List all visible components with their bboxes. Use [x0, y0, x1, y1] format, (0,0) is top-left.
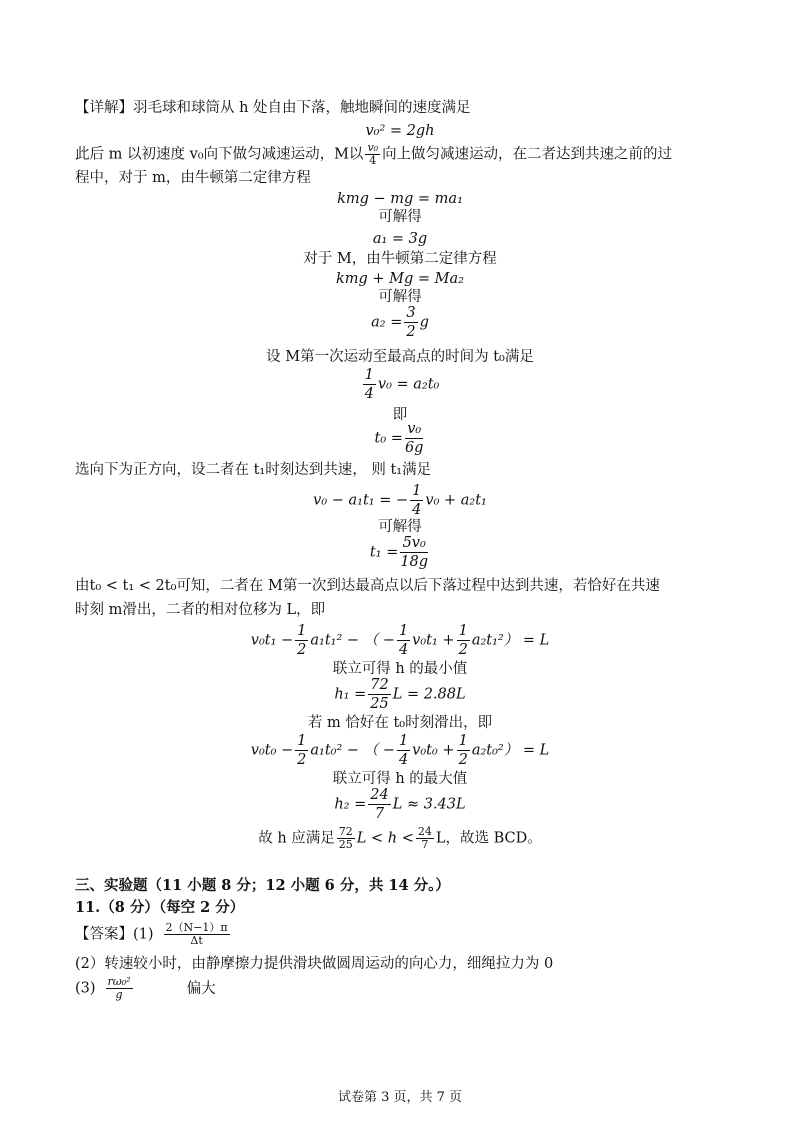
fraction-denominator: 25 [338, 838, 353, 851]
text-line: 联立可得 h 的最小值 [332, 661, 468, 677]
fraction-numerator: 1 [458, 733, 468, 749]
equation-part: v₀t₀ − [250, 742, 294, 759]
fraction-denominator: 2 [297, 752, 307, 768]
fraction-denominator: 4 [412, 502, 422, 518]
text-line: 【详解】羽毛球和球筒从 h 处自由下落，触地瞬间的速度满足 [75, 100, 471, 116]
fraction [368, 786, 390, 823]
fraction-denominator: 18g [400, 554, 429, 570]
text-line: 选向下为正方向，设二者在 t₁时刻达到共速， 则 t₁满足 [75, 462, 432, 478]
equation: kmg + Mg = Ma₂ [336, 271, 464, 287]
fraction-numerator: 1 [398, 623, 409, 639]
equation-part: v₀ + a₂t₁ [425, 492, 487, 509]
text-segment: L < h < [356, 830, 414, 847]
fraction [295, 732, 308, 769]
equation [0, 420, 800, 457]
text-line: 可解得 [378, 289, 422, 305]
fraction-numerator: v₀ [405, 420, 424, 439]
equation-part: v₀t₁ − [250, 632, 294, 649]
fraction-numerator: 1 [412, 483, 422, 499]
page-footer: 试卷第 3 页，共 7 页 [337, 1090, 463, 1105]
fraction-numerator: 1 [297, 623, 307, 639]
fraction-numerator: 5v₀ [400, 534, 428, 553]
fraction-numerator: rω₀² [107, 975, 131, 988]
equation-part: L ≈ 3.43L [392, 796, 466, 813]
equation-part: v₀t₀ + [412, 742, 455, 759]
question-heading: 11.（8 分）（每空 2 分） [75, 899, 245, 916]
fraction-numerator: 72 [338, 825, 353, 838]
section-heading: 三、实验题（11 小题 8 分；12 小题 6 分，共 14 分。） [75, 877, 450, 894]
equation [0, 676, 800, 713]
equation-part: h₁ = [334, 686, 367, 703]
equation-part: v₀ − a₁t₁ = − [313, 492, 409, 509]
fraction [416, 826, 434, 851]
text-segment: 故 h 应满足 [258, 830, 335, 847]
fraction-numerator: 72 [370, 677, 389, 693]
equation-part: a₁t₁² − （ − [310, 632, 395, 649]
fraction [397, 622, 410, 659]
fraction [405, 420, 424, 457]
equation-part: v₀ = a₂t₀ [377, 376, 440, 393]
fraction-numerator: 1 [364, 367, 374, 383]
equation-part: h₂ = [334, 796, 367, 813]
equation-part: a₂ = [371, 314, 403, 331]
text-segment: 【答案】(1) [75, 926, 154, 943]
fraction [337, 826, 355, 851]
text-line: 对于 M，由牛顿第二定律方程 [303, 251, 497, 267]
answer-line [75, 976, 730, 1001]
fraction-numerator: 1 [458, 623, 468, 639]
text-line: 设 M第一次运动至最高点的时间为 t₀满足 [266, 349, 534, 365]
text-line: 即 [392, 407, 408, 423]
fraction-denominator: 2 [406, 324, 416, 340]
fraction-denominator: 4 [398, 642, 409, 658]
fraction [368, 676, 390, 713]
answer-line: (2）转速较小时，由静摩擦力提供滑块做圆周运动的向心力，细绳拉力为 0 [75, 956, 554, 972]
fraction [404, 304, 417, 341]
fraction [106, 976, 133, 1001]
fraction-denominator: 4 [369, 154, 377, 167]
fraction-numerator: 24 [417, 825, 432, 838]
fraction [164, 922, 230, 947]
equation: kmg − mg = ma₁ [337, 191, 463, 207]
equation: v₀² = 2gh [365, 123, 435, 139]
equation [0, 482, 800, 519]
fraction-denominator: 7 [421, 838, 429, 851]
fraction [457, 732, 470, 769]
equation-part: L = 2.88L [392, 686, 466, 703]
equation-part: a₂t₀²） = L [471, 742, 550, 759]
equation [0, 786, 800, 823]
equation-part: t₀ = [374, 430, 403, 447]
fraction-denominator: 2 [297, 642, 307, 658]
fraction-numerator: 3 [406, 305, 416, 321]
fraction-denominator: 4 [364, 386, 374, 402]
text-line: 联立可得 h 的最大值 [332, 771, 468, 787]
text-line [75, 142, 730, 167]
fraction [363, 366, 376, 403]
fraction [397, 732, 410, 769]
equation-part: a₁t₀² − （ − [310, 742, 395, 759]
equation [0, 622, 800, 659]
fraction-denominator: 4 [398, 752, 409, 768]
fraction-numerator: 1 [398, 733, 409, 749]
fraction [410, 482, 423, 519]
equation-part: g [419, 314, 429, 331]
fraction-numerator: 2（N−1）π [165, 921, 228, 934]
text-line: 可解得 [378, 519, 422, 535]
fraction-denominator: 25 [370, 696, 389, 712]
text-segment: L，故选 BCD。 [435, 830, 542, 847]
fraction-denominator: 7 [374, 806, 385, 822]
fraction-numerator: 24 [370, 787, 389, 803]
fraction-denominator: Δt [190, 934, 203, 947]
fraction-denominator: 2 [458, 642, 468, 658]
text-line: 由t₀ < t₁ < 2t₀可知，二者在 M第一次到达最高点以后下落过程中达到共速，若恰好在共速 [75, 578, 660, 594]
fraction [400, 534, 428, 571]
text-segment: 向上做匀减速运动，在二者达到共速之前的过 [382, 146, 673, 163]
equation-part: t₁ = [369, 544, 399, 561]
fraction [295, 622, 308, 659]
text-line [0, 826, 800, 851]
equation [0, 304, 800, 341]
text-segment: (3) [75, 980, 96, 997]
equation-part: v₀t₁ + [412, 632, 455, 649]
equation [0, 366, 800, 403]
fraction-denominator: 2 [458, 752, 468, 768]
text-line: 时刻 m滑出，二者的相对位移为 L，即 [75, 602, 326, 618]
answer-line [75, 922, 730, 947]
fraction [457, 622, 470, 659]
fraction-numerator: v₀ [367, 141, 379, 154]
fraction [365, 142, 380, 167]
fraction-denominator: g [115, 988, 123, 1001]
equation-part: a₂t₁²） = L [471, 632, 550, 649]
equation [0, 732, 800, 769]
fraction-numerator: 1 [297, 733, 307, 749]
text-segment: 此后 m 以初速度 v₀向下做匀减速运动，M以 [75, 146, 364, 163]
text-line: 可解得 [378, 209, 422, 225]
text-line: 若 m 恰好在 t₀时刻滑出，即 [307, 715, 493, 731]
fraction-denominator: 6g [404, 440, 424, 456]
text-line: 程中，对于 m，由牛顿第二定律方程 [75, 170, 311, 186]
text-segment: 偏大 [186, 980, 216, 997]
equation [0, 534, 800, 571]
equation: a₁ = 3g [372, 231, 428, 247]
